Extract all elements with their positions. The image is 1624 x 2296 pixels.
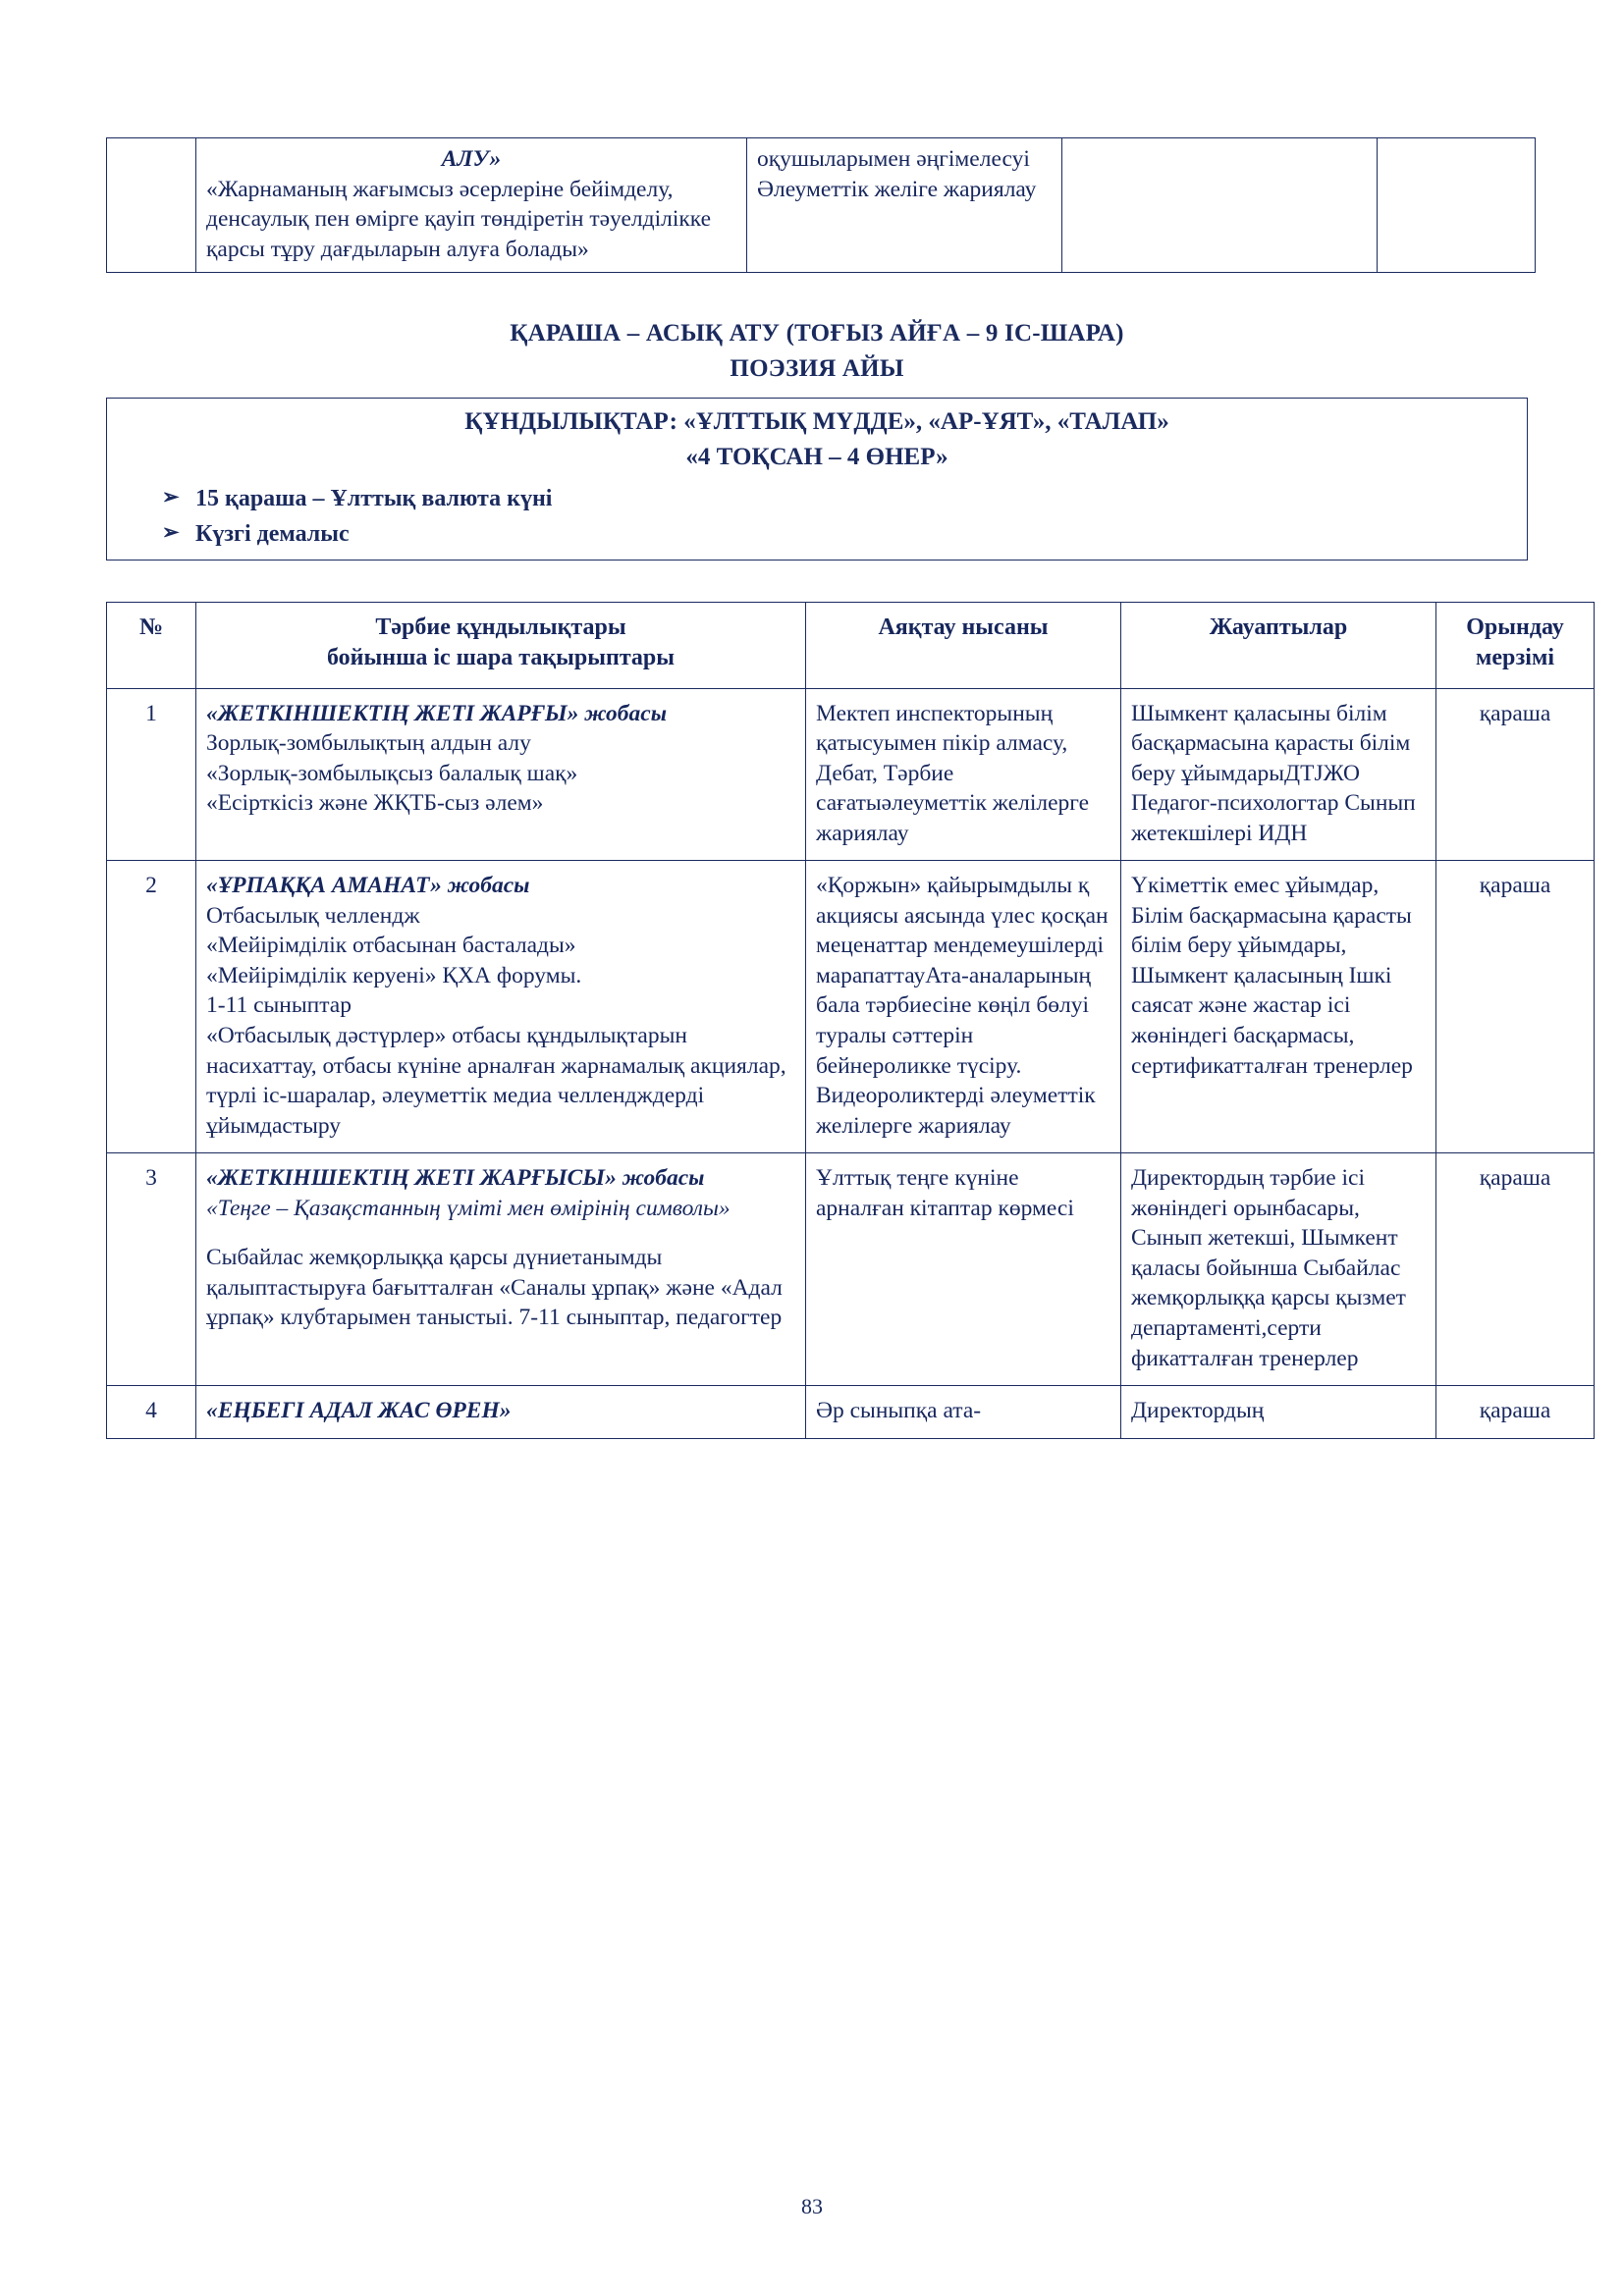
column-header-responsible: Жауаптылар — [1121, 603, 1436, 688]
cell-number: 3 — [107, 1153, 196, 1386]
column-header-theme-line2: бойынша іс шара тақырыптары — [327, 645, 675, 671]
cell-form: Мектеп инспекторының қатысуымен пікір алмасу, Дебат, Тәрбие сағатыәлеуметтік желілерге жариялау — [806, 688, 1121, 861]
column-header-theme-line1: Тәрбие құндылықтары — [375, 614, 626, 641]
activity-title: «ЖЕТКІНШЕКТІҢ ЖЕТІ ЖАРҒЫСЫ» жобасы — [206, 1165, 705, 1192]
page-number: 83 — [801, 2194, 823, 2218]
list-item — [162, 481, 1527, 516]
cell-theme — [196, 1386, 806, 1439]
activity-line: «Отбасылық дәстүрлер» отбасы құндылықтарын насихаттау, отбасы күніне арналған жарнамалық акциялар, түрлі іс-шаралар, әлеуметтік медиа челлендждерді ұйымдастыру — [206, 1023, 786, 1139]
list-item-label: 15 қараша – Ұлттық валюта күні — [195, 486, 553, 512]
column-header-term — [1436, 603, 1595, 688]
page-content — [106, 137, 1564, 1439]
cell-theme — [196, 861, 806, 1153]
table-header-row — [107, 603, 1595, 688]
cell-form: оқушыларымен әңгімелесуі Әлеуметтік желіге жариялау — [747, 138, 1062, 273]
cell-form: Әр сыныпқа ата- — [806, 1386, 1121, 1439]
activity-line: 1-11 сыныптар — [206, 992, 352, 1019]
table-row — [107, 861, 1595, 1153]
table-row — [107, 1153, 1595, 1386]
activity-line: Сыбайлас жемқорлыққа қарсы дүниетанымды қалыптастыруға бағытталған «Саналы ұрпақ» және «Адал ұрпақ» клубтарымен таныстыі. 7-11 сыныптар, педагогтер — [206, 1245, 783, 1331]
activities-table — [106, 602, 1595, 1438]
values-line-2: «4 ТОҚСАН – 4 ӨНЕР» — [685, 443, 948, 470]
bullet-arrow-icon: ➢ — [162, 520, 180, 545]
cell-theme — [196, 1153, 806, 1386]
cell-form: «Қоржын» қайырымдылы қ акциясы аясында үлес қосқан меценаттар мендемеушілерді марапаттауАта-аналарының бала тәрбиесіне көңіл бөлуі туралы сәттерін бейнероликке түсіру. Видеороликтерді әлеуметтік желілерге жариялау — [806, 861, 1121, 1153]
main-table-wrapper — [106, 602, 1564, 1438]
cell-responsible: Шымкент қаласыны білім басқармасына қарасты білім беру ұйымдарыДТЈЖО Педагог-психологтар Сынып жетекшілері ИДН — [1121, 688, 1436, 861]
table-row — [107, 138, 1536, 273]
cell-number: 4 — [107, 1386, 196, 1439]
cell-term — [1378, 138, 1536, 273]
column-header-term-line2: мерзімі — [1476, 645, 1554, 671]
cell-number — [107, 138, 196, 273]
cell-responsible: Үкіметтік емес ұйымдар, Білім басқармасына қарасты білім беру ұйымдары, Шымкент қаласының Ішкі саясат және жастар ісі жөніндегі басқармасы, сертификатталған тренерлер — [1121, 861, 1436, 1153]
activity-title: «ҰРПАҚҚА АМАНАТ» жобасы — [206, 873, 530, 899]
cell-term: қараша — [1436, 688, 1595, 861]
bullet-arrow-icon: ➢ — [162, 485, 180, 509]
cell-theme — [196, 138, 747, 273]
cell-theme — [196, 688, 806, 861]
column-header-form: Аяқтау нысаны — [806, 603, 1121, 688]
spacer — [206, 1223, 795, 1243]
table-row — [107, 1386, 1595, 1439]
column-header-theme — [196, 603, 806, 688]
activity-line: «Зорлық-зомбылықсыз балалық шақ» — [206, 760, 578, 786]
cell-term: қараша — [1436, 861, 1595, 1153]
activity-line: Зорлық-зомбылықтың алдын алу — [206, 730, 531, 757]
cell-number: 2 — [107, 861, 196, 1153]
values-line-1: ҚҰНДЫЛЫҚТАР: «ҰЛТТЫҚ МҮДДЕ», «АР-ҰЯТ», «ТАЛАП» — [464, 407, 1169, 435]
cell-number: 1 — [107, 688, 196, 861]
values-box — [106, 398, 1528, 561]
table-row — [107, 688, 1595, 861]
column-header-number: № — [107, 603, 196, 688]
activity-line: Отбасылық челлендж — [206, 902, 420, 929]
list-item — [162, 516, 1527, 552]
section-heading — [106, 316, 1528, 388]
cell-term: қараша — [1436, 1153, 1595, 1386]
column-header-term-line1: Орындау — [1466, 614, 1564, 641]
values-bullet-list — [107, 481, 1527, 552]
cell-term: қараша — [1436, 1386, 1595, 1439]
activity-line: «Мейірімділік керуені» ҚХА форумы. — [206, 962, 582, 988]
cell-form: Ұлттық теңге күніне арналған кітаптар көрмесі — [806, 1153, 1121, 1386]
heading-subtitle: ПОЭЗИЯ АЙЫ — [730, 355, 904, 383]
list-item-label: Күзгі демалыс — [195, 521, 350, 548]
theme-body: «Жарнаманың жағымсыз әсерлеріне бейімделу, денсаулық пен өмірге қауіп төндіретін тәуелділікке қарсы тұру дағдыларын алуға болады» — [206, 176, 712, 262]
cell-responsible — [1062, 138, 1378, 273]
activity-line: «Мейірімділік отбасынан басталады» — [206, 933, 576, 959]
activity-line: «Теңге – Қазақстанның үміті мен өмірінің символы» — [206, 1195, 731, 1221]
heading-month: ҚАРАША – АСЫҚ АТУ (ТОҒЫЗ АЙҒА – 9 ІС-ШАРА) — [510, 320, 1124, 347]
activity-line: «Есірткісіз және ЖҚТБ-сыз әлем» — [206, 790, 544, 817]
activity-title: «ЕҢБЕГІ АДАЛ ЖАС ӨРЕН» — [206, 1398, 512, 1424]
continuation-table — [106, 137, 1536, 273]
activity-title: «ЖЕТКІНШЕКТІҢ ЖЕТІ ЖАРҒЫ» жобасы — [206, 700, 668, 726]
cell-responsible: Директордың тәрбие ісі жөніндегі орынбасары, Сынып жетекші, Шымкент қаласы бойынша Сыбайлас жемқорлыққа қарсы қызмет департаменті,серти фикатталған тренерлер — [1121, 1153, 1436, 1386]
theme-title: АЛУ» — [441, 146, 502, 172]
cell-responsible: Директордың — [1121, 1386, 1436, 1439]
